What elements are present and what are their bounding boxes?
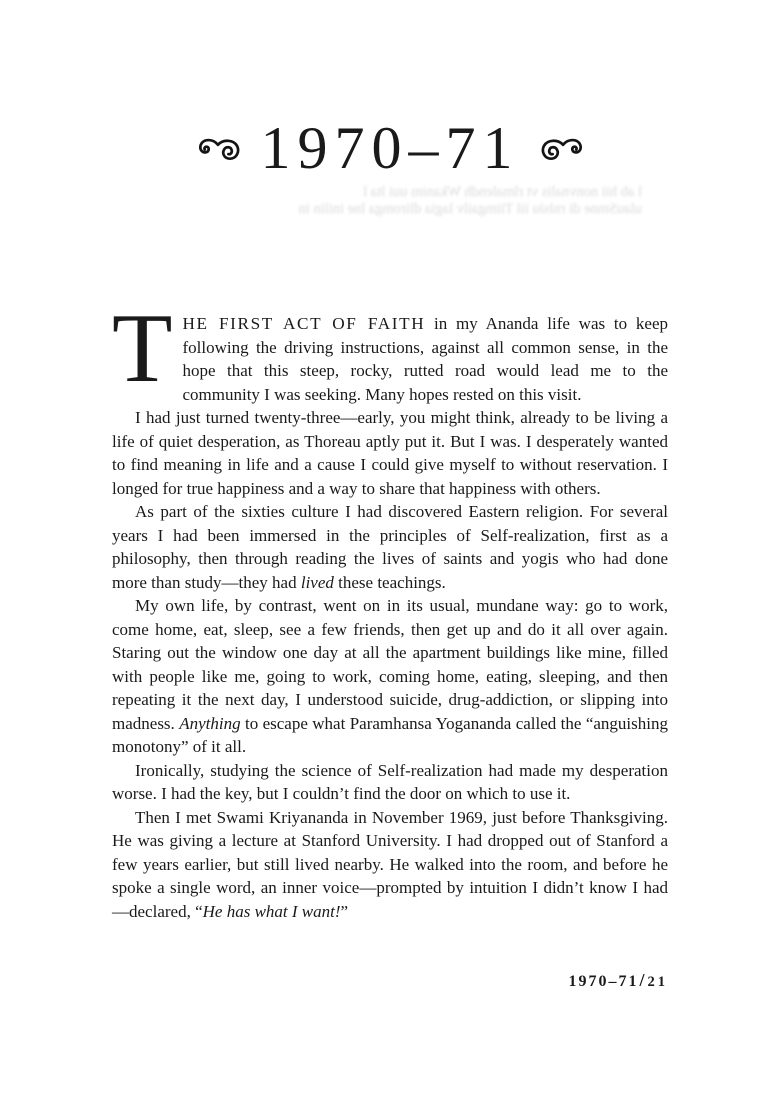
footer-chapter-label: 1970–71 bbox=[568, 973, 639, 990]
paragraph bbox=[112, 294, 669, 406]
body-paragraphs bbox=[112, 294, 669, 923]
paragraph bbox=[112, 806, 668, 924]
italic-text-run: lived bbox=[300, 572, 334, 592]
dropcap-letter: T bbox=[112, 294, 173, 403]
chapter-title: 1970–71 bbox=[260, 115, 520, 181]
text-run: As part of the sixties culture I had discovered Eastern religion. For several years I had been immersed in the principles of Self-realization, first as a philosophy, then through reading the lives of saints and yogis who had done more than study—they had bbox=[112, 502, 668, 592]
leadin-smallcaps: HE FIRST ACT OF FAITH bbox=[182, 314, 426, 333]
footer-page-number: 21 bbox=[647, 974, 668, 990]
running-footer bbox=[568, 970, 668, 991]
bleedthrough-text bbox=[148, 184, 642, 218]
paragraph bbox=[112, 759, 668, 806]
text-run: I had just turned twenty-three—early, you might think, already to be living a life of quiet desperation, as Thoreau aptly put it. But I was. I desperately wanted to find meaning in life and a cause I could give myself to without reservation. I longed for true happiness and a way to share that happiness with others. bbox=[112, 408, 668, 498]
text-run: to escape what Paramhansa Yogananda called the “anguishing monotony” of it all. bbox=[112, 713, 668, 756]
bleedthrough-line: ulauSmne di rnlsiu iil Tiimgailv lagia dliromga lne inilin in bbox=[298, 201, 642, 217]
text-run: ” bbox=[340, 901, 349, 921]
flourish-right-icon bbox=[536, 135, 588, 167]
text-run: Then I met Swami Kriyananda in November 1969, just before Thanksgiving. He was giving a lecture at Stanford University. I had dropped out of Stanford a few years earlier, but still lived nearby. He walked into the room, and before he spoke a single word, an inner voice—prompted by intuition I didn’t know I had—declared, “ bbox=[112, 807, 668, 921]
italic-text-run: He has what I want! bbox=[202, 901, 341, 921]
text-run: these teachings. bbox=[333, 572, 446, 592]
italic-text-run: Anything bbox=[179, 713, 241, 733]
flourish-left-icon bbox=[193, 135, 245, 167]
bleedthrough-line: l ab hii nonvnalis vt rlmalendh Wkanim uui lta l bbox=[363, 184, 642, 200]
paragraph bbox=[112, 500, 668, 594]
chapter-heading bbox=[0, 116, 780, 180]
footer-separator: / bbox=[639, 970, 647, 990]
paragraph bbox=[112, 406, 668, 500]
paragraph bbox=[112, 594, 668, 759]
text-run: in my Ananda life was to keep following the driving instructions, against all common sense, in the hope that this steep, rocky, rutted road would lead me to the community I was seeking. Many hopes rested on this visit. bbox=[182, 314, 669, 404]
text-run: Ironically, studying the science of Self-realization had made my desperation worse. I had the key, but I couldn’t find the door on which to use it. bbox=[112, 760, 668, 803]
text-run: My own life, by contrast, went on in its usual, mundane way: go to work, come home, eat, sleep, see a few friends, then get up and do it all over again. Staring out the window one day at all the apartment buildings like mine, filled with people like me, going to work, coming home, eating, sleeping, and then repeating it the next day, I understood suicide, drug-addiction, or slipping into madness. bbox=[112, 596, 668, 733]
